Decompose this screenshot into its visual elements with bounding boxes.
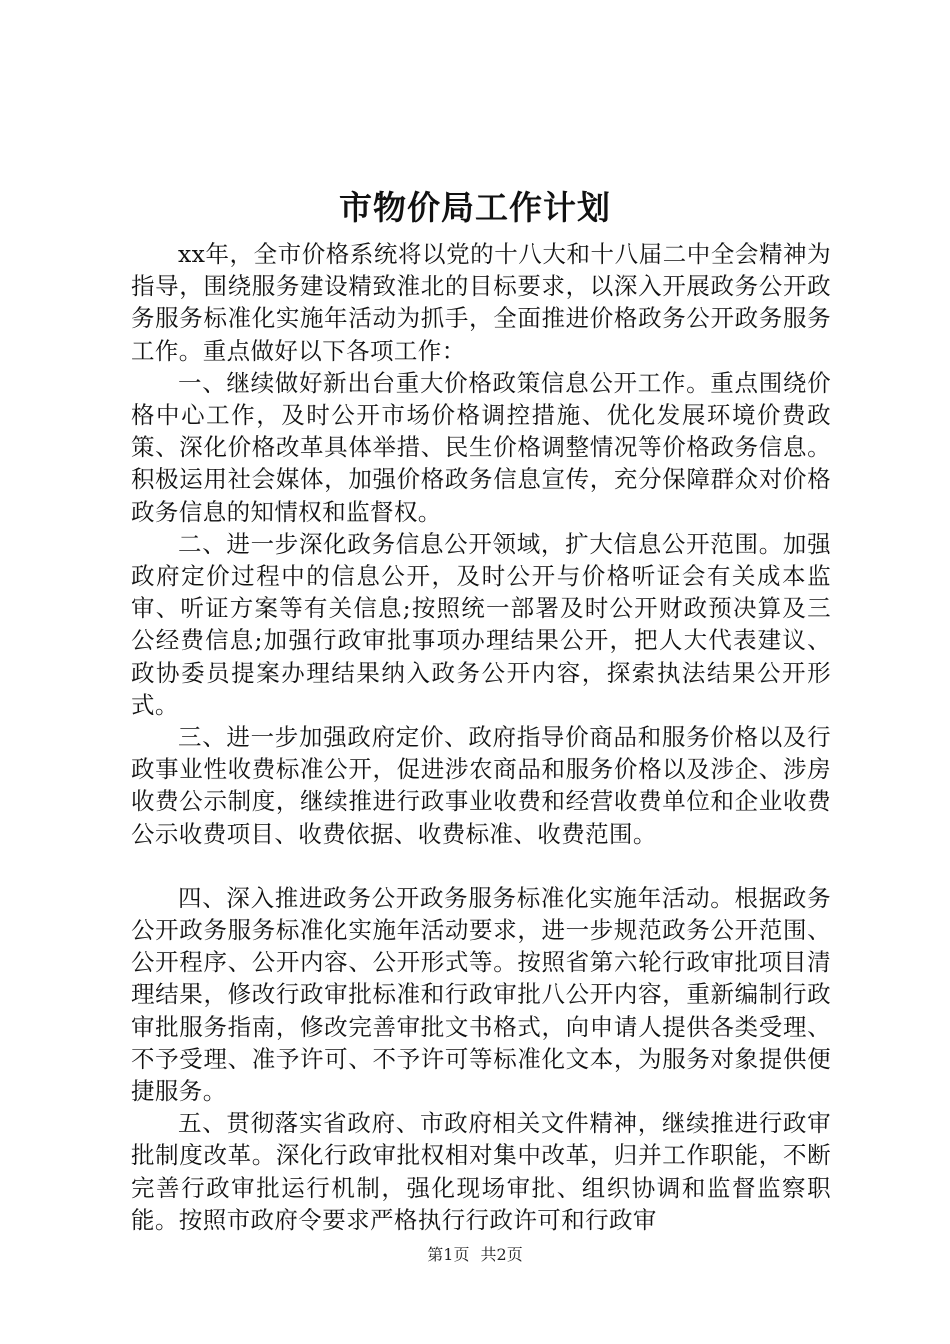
page-number-total: 共2页 [480,1245,523,1264]
paragraph-item-2: 二、进一步深化政务信息公开领域，扩大信息公开范围。加强政府定价过程中的信息公开，及时公开与价格听证会有关成本监审、听证方案等有关信息;按照统一部署及时公开财政预决算及三公经费信息;加强行政审批事项办理结果公开，把人大代表建议、政协委员提案办理结果纳入政务公开内容，探索执法结果公开形式。 [131,529,831,719]
paragraph-intro: xx年，全市价格系统将以党的十八大和十八届二中全会精神为指导，围绕服务建设精致淮北的目标要求，以深入开展政务公开政务服务标准化实施年活动为抓手，全面推进价格政务公开政务服务工作。重点做好以下各项工作： [131,240,831,365]
paragraph-item-1: 一、继续做好新出台重大价格政策信息公开工作。重点围绕价格中心工作，及时公开市场价格调控措施、优化发展环境价费政策、深化价格改革具体举措、民生价格调整情况等价格政务信息。积极运用社会媒体，加强价格政务信息宣传，充分保障群众对价格政务信息的知情权和监督权。 [131,368,831,526]
paragraph-item-5: 五、贯彻落实省政府、市政府相关文件精神，继续推进行政审批制度改革。深化行政审批权相对集中改革，归并工作职能，不断完善行政审批运行机制，强化现场审批、组织协调和监督监察职能。按照市政府令要求严格执行行政许可和行政审 [131,1109,831,1234]
document-body [131,238,831,1236]
paragraph-item-3: 三、进一步加强政府定价、政府指导价商品和服务价格以及行政事业性收费标准公开，促进涉农商品和服务价格以及涉企、涉房收费公示制度，继续推进行政事业收费和经营收费单位和企业收费公示收费项目、收费依据、收费标准、收费范围。 [131,723,831,848]
paragraph-item-4: 四、深入推进政务公开政务服务标准化实施年活动。根据政务公开政务服务标准化实施年活动要求，进一步规范政务公开范围、公开程序、公开内容、公开形式等。按照省第六轮行政审批项目清理结果，修改行政审批标准和行政审批八公开内容，重新编制行政审批服务指南，修改完善审批文书格式，向申请人提供各类受理、不予受理、准予许可、不予许可等标准化文本，为服务对象提供便捷服务。 [131,883,831,1106]
page-number-current: 第1页 [427,1245,470,1264]
page-footer [0,1245,950,1265]
document-title: 市物价局工作计划 [339,188,611,227]
